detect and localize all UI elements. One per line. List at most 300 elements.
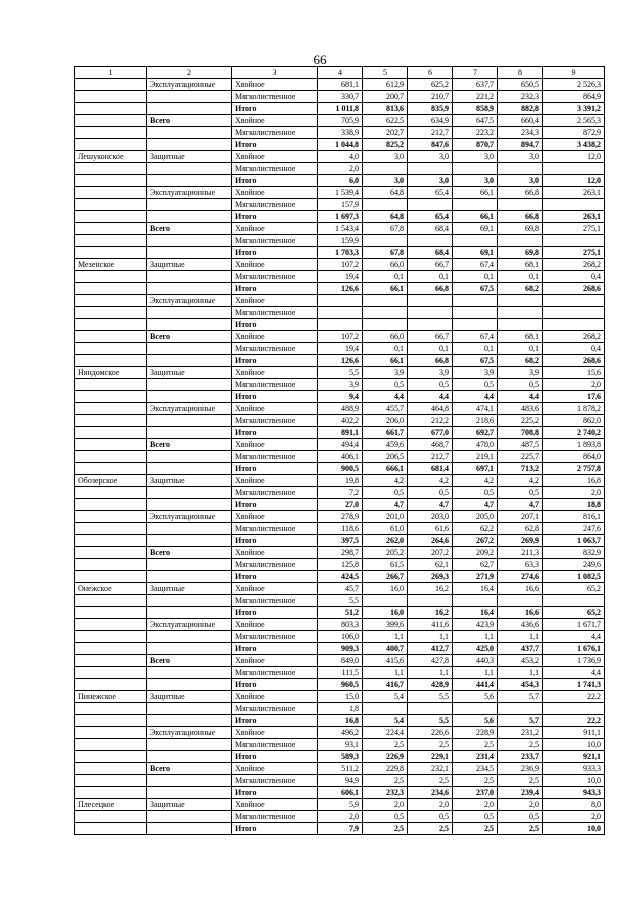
forestry-cell — [75, 91, 147, 103]
species-group-cell: Мягколиственное — [232, 127, 318, 139]
forest-category-cell: Всего — [147, 439, 232, 451]
forest-category-cell: Всего — [147, 655, 232, 667]
value-cell: 7,9 — [318, 823, 363, 835]
species-group-cell: Хвойное — [232, 475, 318, 487]
value-cell: 66,8 — [408, 355, 453, 367]
forestry-cell — [75, 355, 147, 367]
forest-category-cell — [147, 595, 232, 607]
column-number-6: 6 — [408, 67, 453, 79]
value-cell: 5,6 — [453, 691, 498, 703]
value-cell: 118,6 — [318, 523, 363, 535]
table-row — [75, 247, 605, 259]
table-row — [75, 355, 605, 367]
species-group-cell: Итого — [232, 283, 318, 295]
species-group-cell: Итого — [232, 751, 318, 763]
value-cell: 2,0 — [543, 379, 605, 391]
value-cell: 212,2 — [408, 415, 453, 427]
table-row — [75, 547, 605, 559]
value-cell: 3,9 — [453, 367, 498, 379]
value-cell: 22,2 — [543, 691, 605, 703]
species-group-cell: Итого — [232, 463, 318, 475]
value-cell: 0,5 — [498, 811, 543, 823]
value-cell — [408, 319, 453, 331]
value-cell: 660,4 — [498, 115, 543, 127]
value-cell: 207,2 — [408, 547, 453, 559]
value-cell: 298,7 — [318, 547, 363, 559]
value-cell: 3,0 — [453, 151, 498, 163]
value-cell: 402,2 — [318, 415, 363, 427]
value-cell: 22,2 — [543, 715, 605, 727]
table-row — [75, 91, 605, 103]
table-row — [75, 163, 605, 175]
value-cell: 202,7 — [363, 127, 408, 139]
value-cell: 2,5 — [408, 823, 453, 835]
value-cell: 0,5 — [408, 811, 453, 823]
value-cell: 487,5 — [498, 439, 543, 451]
species-group-cell: Мягколиственное — [232, 811, 318, 823]
value-cell: 263,1 — [543, 211, 605, 223]
value-cell: 69,1 — [453, 223, 498, 235]
value-cell — [408, 235, 453, 247]
value-cell: 5,7 — [498, 715, 543, 727]
table-row — [75, 619, 605, 631]
value-cell: 900,5 — [318, 463, 363, 475]
value-cell: 637,7 — [453, 79, 498, 91]
value-cell: 3,0 — [363, 151, 408, 163]
species-group-cell: Мягколиственное — [232, 559, 318, 571]
table-row — [75, 583, 605, 595]
value-cell: 232,3 — [498, 91, 543, 103]
table-row — [75, 607, 605, 619]
value-cell: 0,4 — [543, 271, 605, 283]
value-cell: 4,2 — [408, 475, 453, 487]
forestry-cell — [75, 283, 147, 295]
value-cell: 65,2 — [543, 583, 605, 595]
value-cell: 15,0 — [318, 691, 363, 703]
value-cell: 1 893,8 — [543, 439, 605, 451]
species-group-cell: Хвойное — [232, 295, 318, 307]
value-cell: 67,8 — [363, 223, 408, 235]
value-cell: 15,6 — [543, 367, 605, 379]
value-cell — [543, 295, 605, 307]
value-cell: 847,6 — [408, 139, 453, 151]
species-group-cell: Хвойное — [232, 763, 318, 775]
forestry-cell: Обозерское — [75, 475, 147, 487]
value-cell — [318, 307, 363, 319]
table-row — [75, 643, 605, 655]
value-cell: 68,1 — [498, 259, 543, 271]
value-cell — [408, 307, 453, 319]
value-cell: 2 526,3 — [543, 79, 605, 91]
forestry-cell — [75, 763, 147, 775]
table-row — [75, 139, 605, 151]
species-group-cell: Мягколиственное — [232, 343, 318, 355]
table-row — [75, 331, 605, 343]
value-cell: 61,6 — [408, 523, 453, 535]
value-cell: 825,2 — [363, 139, 408, 151]
species-group-cell: Итого — [232, 211, 318, 223]
value-cell: 234,3 — [498, 127, 543, 139]
forest-category-cell — [147, 355, 232, 367]
value-cell: 2,5 — [498, 775, 543, 787]
value-cell: 0,5 — [453, 811, 498, 823]
species-group-cell: Мягколиственное — [232, 667, 318, 679]
forest-category-cell — [147, 283, 232, 295]
value-cell: 4,4 — [453, 391, 498, 403]
species-group-cell: Хвойное — [232, 691, 318, 703]
table-row — [75, 403, 605, 415]
value-cell: 205,2 — [363, 547, 408, 559]
forest-category-cell: Защитные — [147, 259, 232, 271]
value-cell: 634,9 — [408, 115, 453, 127]
value-cell: 1,1 — [453, 667, 498, 679]
value-cell — [318, 295, 363, 307]
value-cell: 4,7 — [408, 499, 453, 511]
value-cell: 2,0 — [318, 163, 363, 175]
value-cell: 275,1 — [543, 223, 605, 235]
forestry-cell — [75, 499, 147, 511]
value-cell: 66,8 — [408, 283, 453, 295]
value-cell: 4,2 — [453, 475, 498, 487]
value-cell: 3 438,2 — [543, 139, 605, 151]
value-cell: 212,7 — [408, 451, 453, 463]
table-row — [75, 727, 605, 739]
forestry-cell — [75, 247, 147, 259]
value-cell: 455,7 — [363, 403, 408, 415]
value-cell: 201,0 — [363, 511, 408, 523]
value-cell: 16,8 — [543, 475, 605, 487]
value-cell: 228,9 — [453, 727, 498, 739]
forest-category-cell — [147, 127, 232, 139]
forestry-cell: Няндомское — [75, 367, 147, 379]
value-cell: 0,1 — [363, 271, 408, 283]
table-row — [75, 799, 605, 811]
forest-category-cell — [147, 427, 232, 439]
value-cell: 5,6 — [453, 715, 498, 727]
value-cell: 891,1 — [318, 427, 363, 439]
value-cell: 330,7 — [318, 91, 363, 103]
forest-category-cell: Защитные — [147, 583, 232, 595]
value-cell: 3,0 — [408, 175, 453, 187]
value-cell: 205,0 — [453, 511, 498, 523]
forestry-cell — [75, 631, 147, 643]
value-cell: 236,9 — [498, 763, 543, 775]
value-cell — [498, 703, 543, 715]
species-group-cell: Итого — [232, 427, 318, 439]
value-cell — [498, 199, 543, 211]
species-group-cell: Хвойное — [232, 655, 318, 667]
forest-category-cell — [147, 199, 232, 211]
forestry-cell — [75, 607, 147, 619]
value-cell: 494,4 — [318, 439, 363, 451]
forest-category-cell: Защитные — [147, 151, 232, 163]
value-cell: 69,8 — [498, 223, 543, 235]
value-cell — [408, 703, 453, 715]
value-cell: 0,5 — [453, 487, 498, 499]
value-cell — [363, 595, 408, 607]
value-cell: 225,2 — [498, 415, 543, 427]
value-cell: 0,1 — [363, 343, 408, 355]
forest-category-cell — [147, 211, 232, 223]
table-row — [75, 211, 605, 223]
forestry-cell — [75, 751, 147, 763]
value-cell: 0,4 — [543, 343, 605, 355]
value-cell: 454,3 — [498, 679, 543, 691]
forest-category-cell — [147, 391, 232, 403]
species-group-cell: Хвойное — [232, 619, 318, 631]
value-cell — [408, 295, 453, 307]
value-cell: 428,9 — [408, 679, 453, 691]
value-cell: 5,4 — [363, 715, 408, 727]
value-cell: 125,8 — [318, 559, 363, 571]
value-cell: 66,7 — [408, 331, 453, 343]
value-cell: 225,7 — [498, 451, 543, 463]
table-row — [75, 379, 605, 391]
value-cell: 0,5 — [498, 379, 543, 391]
value-cell: 400,7 — [363, 643, 408, 655]
table-row — [75, 151, 605, 163]
forest-category-cell — [147, 91, 232, 103]
value-cell: 65,4 — [408, 187, 453, 199]
forest-category-cell: Эксплуатационные — [147, 295, 232, 307]
value-cell: 63,3 — [498, 559, 543, 571]
value-cell: 9,4 — [318, 391, 363, 403]
value-cell: 126,6 — [318, 283, 363, 295]
value-cell: 1 543,4 — [318, 223, 363, 235]
value-cell — [543, 163, 605, 175]
value-cell: 68,1 — [498, 331, 543, 343]
value-cell: 835,9 — [408, 103, 453, 115]
forest-category-cell — [147, 463, 232, 475]
forestry-cell — [75, 319, 147, 331]
value-cell: 5,4 — [363, 691, 408, 703]
value-cell: 207,1 — [498, 511, 543, 523]
forestry-cell — [75, 271, 147, 283]
value-cell: 1,1 — [408, 631, 453, 643]
value-cell: 206,5 — [363, 451, 408, 463]
value-cell: 511,2 — [318, 763, 363, 775]
value-cell: 864,0 — [543, 451, 605, 463]
value-cell: 1 741,3 — [543, 679, 605, 691]
value-cell: 3,0 — [408, 151, 453, 163]
value-cell: 226,6 — [408, 727, 453, 739]
value-cell — [453, 319, 498, 331]
value-cell: 1 539,4 — [318, 187, 363, 199]
table-row — [75, 391, 605, 403]
table-row — [75, 631, 605, 643]
value-cell: 5,5 — [408, 715, 453, 727]
value-cell: 4,4 — [408, 391, 453, 403]
value-cell — [453, 595, 498, 607]
forestry-cell — [75, 787, 147, 799]
value-cell: 488,9 — [318, 403, 363, 415]
value-cell: 4,7 — [498, 499, 543, 511]
value-cell — [498, 163, 543, 175]
value-cell: 483,6 — [498, 403, 543, 415]
value-cell: 12,0 — [543, 175, 605, 187]
value-cell: 425,0 — [453, 643, 498, 655]
value-cell: 69,1 — [453, 247, 498, 259]
table-row — [75, 739, 605, 751]
table-row — [75, 775, 605, 787]
table-row — [75, 367, 605, 379]
value-cell: 219,1 — [453, 451, 498, 463]
value-cell: 263,1 — [543, 187, 605, 199]
value-cell: 677,0 — [408, 427, 453, 439]
table-row — [75, 343, 605, 355]
value-cell: 412,7 — [408, 643, 453, 655]
value-cell: 0,1 — [408, 343, 453, 355]
value-cell: 268,2 — [543, 259, 605, 271]
species-group-cell: Итого — [232, 571, 318, 583]
value-cell — [498, 235, 543, 247]
forest-category-cell: Защитные — [147, 475, 232, 487]
forest-category-cell — [147, 307, 232, 319]
value-cell: 0,5 — [408, 379, 453, 391]
value-cell: 911,1 — [543, 727, 605, 739]
value-cell: 697,1 — [453, 463, 498, 475]
table-row — [75, 187, 605, 199]
value-cell: 232,3 — [363, 787, 408, 799]
value-cell: 1 736,9 — [543, 655, 605, 667]
forestry-cell — [75, 307, 147, 319]
value-cell: 423,9 — [453, 619, 498, 631]
value-cell: 2,5 — [363, 823, 408, 835]
forest-category-cell — [147, 499, 232, 511]
value-cell: 3,9 — [318, 379, 363, 391]
species-group-cell: Мягколиственное — [232, 703, 318, 715]
forestry-cell — [75, 595, 147, 607]
species-group-cell: Итого — [232, 643, 318, 655]
value-cell — [363, 319, 408, 331]
species-group-cell: Хвойное — [232, 583, 318, 595]
column-number-3: 3 — [232, 67, 318, 79]
species-group-cell: Хвойное — [232, 259, 318, 271]
value-cell: 406,1 — [318, 451, 363, 463]
column-number-1: 1 — [75, 67, 147, 79]
species-group-cell: Мягколиственное — [232, 451, 318, 463]
value-cell: 2,5 — [363, 739, 408, 751]
value-cell — [453, 199, 498, 211]
value-cell: 2,0 — [363, 799, 408, 811]
value-cell: 0,1 — [408, 271, 453, 283]
value-cell: 5,5 — [408, 691, 453, 703]
value-cell: 27,0 — [318, 499, 363, 511]
value-cell: 1,8 — [318, 703, 363, 715]
forestry-cell — [75, 487, 147, 499]
value-cell: 66,7 — [408, 259, 453, 271]
value-cell: 1,1 — [408, 667, 453, 679]
value-cell: 66,1 — [363, 283, 408, 295]
value-cell: 107,2 — [318, 331, 363, 343]
value-cell: 2 757,8 — [543, 463, 605, 475]
value-cell: 622,5 — [363, 115, 408, 127]
forest-category-cell — [147, 235, 232, 247]
value-cell: 61,0 — [363, 523, 408, 535]
forestry-cell — [75, 523, 147, 535]
forestry-cell — [75, 199, 147, 211]
value-cell: 51,2 — [318, 607, 363, 619]
table-row — [75, 283, 605, 295]
value-cell: 224,4 — [363, 727, 408, 739]
forest-category-cell — [147, 319, 232, 331]
value-cell: 2,5 — [408, 739, 453, 751]
value-cell: 66,1 — [453, 211, 498, 223]
table-row — [75, 307, 605, 319]
table-row — [75, 295, 605, 307]
value-cell: 16,6 — [498, 607, 543, 619]
value-cell: 0,1 — [453, 343, 498, 355]
forestry-cell — [75, 127, 147, 139]
table-row — [75, 115, 605, 127]
forest-category-cell — [147, 415, 232, 427]
value-cell: 2,5 — [498, 823, 543, 835]
forest-category-cell: Эксплуатационные — [147, 511, 232, 523]
value-cell: 411,6 — [408, 619, 453, 631]
forestry-cell — [75, 415, 147, 427]
species-group-cell: Итого — [232, 823, 318, 835]
forest-category-cell — [147, 379, 232, 391]
value-cell: 210,7 — [408, 91, 453, 103]
value-cell: 94,9 — [318, 775, 363, 787]
value-cell: 427,8 — [408, 655, 453, 667]
forestry-cell: Пинежское — [75, 691, 147, 703]
value-cell: 960,5 — [318, 679, 363, 691]
value-cell: 223,2 — [453, 127, 498, 139]
forestry-cell — [75, 79, 147, 91]
value-cell: 1,1 — [453, 631, 498, 643]
value-cell: 1 676,1 — [543, 643, 605, 655]
forest-category-cell — [147, 787, 232, 799]
value-cell: 65,4 — [408, 211, 453, 223]
value-cell: 239,4 — [498, 787, 543, 799]
value-cell: 858,9 — [453, 103, 498, 115]
species-group-cell: Мягколиственное — [232, 739, 318, 751]
value-cell: 66,1 — [363, 355, 408, 367]
value-cell: 708,8 — [498, 427, 543, 439]
value-cell: 474,1 — [453, 403, 498, 415]
value-cell: 1,1 — [498, 631, 543, 643]
value-cell — [408, 199, 453, 211]
value-cell: 64,8 — [363, 187, 408, 199]
value-cell: 16,0 — [363, 607, 408, 619]
value-cell: 65,2 — [543, 607, 605, 619]
species-group-cell: Мягколиственное — [232, 271, 318, 283]
value-cell: 229,1 — [408, 751, 453, 763]
forestry-cell — [75, 235, 147, 247]
value-cell — [543, 319, 605, 331]
value-cell: 10,0 — [543, 739, 605, 751]
value-cell: 67,5 — [453, 355, 498, 367]
value-cell: 68,4 — [408, 247, 453, 259]
value-cell — [453, 235, 498, 247]
forestry-cell — [75, 547, 147, 559]
forestry-cell — [75, 175, 147, 187]
value-cell: 437,7 — [498, 643, 543, 655]
value-cell — [498, 319, 543, 331]
species-group-cell: Итого — [232, 535, 318, 547]
value-cell: 2,5 — [453, 823, 498, 835]
value-cell: 61,5 — [363, 559, 408, 571]
forestry-cell — [75, 559, 147, 571]
table-row — [75, 475, 605, 487]
value-cell — [408, 595, 453, 607]
species-group-cell: Итого — [232, 391, 318, 403]
value-cell: 200,7 — [363, 91, 408, 103]
value-cell: 67,8 — [363, 247, 408, 259]
value-cell: 262,0 — [363, 535, 408, 547]
value-cell: 4,4 — [543, 631, 605, 643]
